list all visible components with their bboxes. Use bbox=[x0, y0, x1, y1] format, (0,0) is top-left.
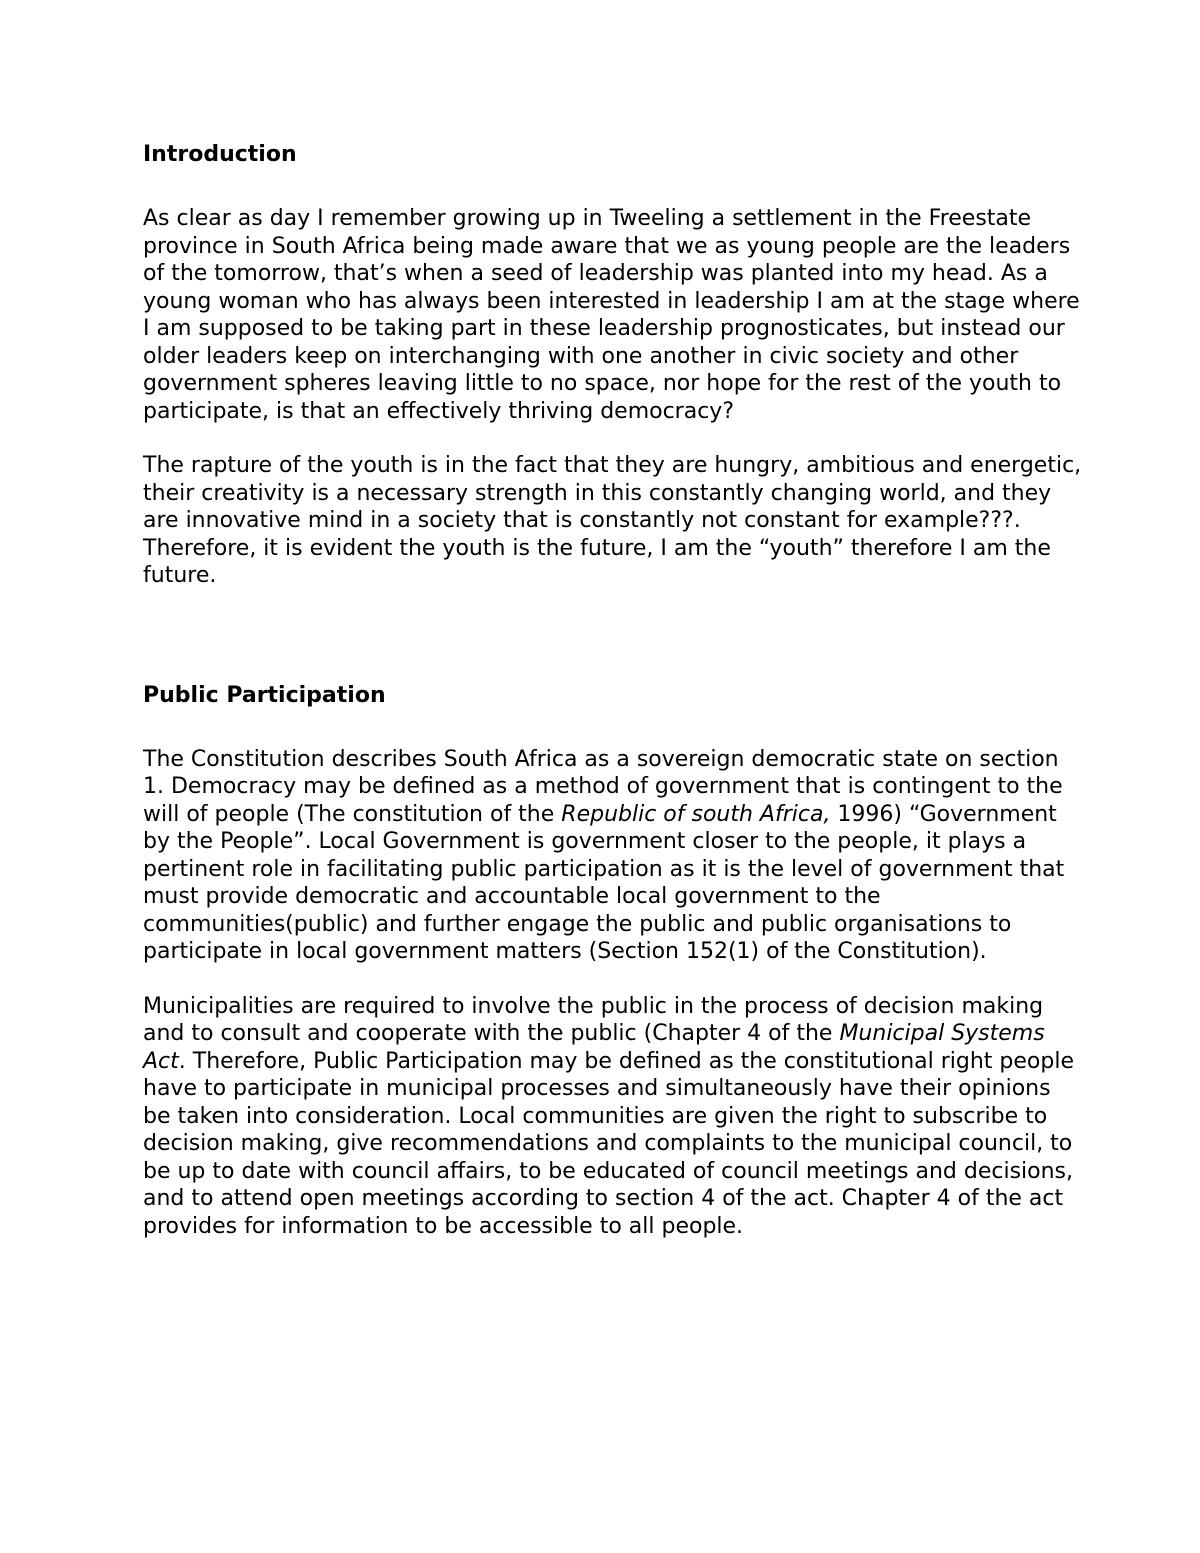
paragraph-text-segment: 1996) “Government by the People”. Local Government is government closer to the people, it plays a pertinent role in facilitating public participation as it is the level of government that must provide democratic and accountable local government to the communities(public) and further engage the public and public organisations to participate in local government matters (Section 152(1) of the Constitution). bbox=[143, 801, 1065, 964]
heading-introduction: Introduction bbox=[143, 142, 297, 167]
paragraph-text-segment: Municipalities are required to involve the public in the process of decision making and to consult and cooperate with the public (Chapter 4 of the bbox=[143, 993, 1044, 1046]
paragraph-introduction-1: As clear as day I remember growing up in Tweeling a settlement in the Freestate province in South Africa being made aware that we as young people are the leaders of the tomorrow, that’s when a seed of leadership was planted into my head. As a young woman who has always been interested in leadership I am at the stage where I am supposed to be taking part in these leadership prognosticates, but instead our older leaders keep on interchanging with one another in civic society and other government spheres leaving little to no space, nor hope for the rest of the youth to participate, is that an effectively thriving democracy? bbox=[143, 206, 1080, 424]
citation-italic: Republic of south Africa, bbox=[561, 801, 831, 827]
paragraph-introduction-2: The rapture of the youth is in the fact that they are hungry, ambitious and energetic, their creativity is a necessary strength in this constantly changing world, and they are innovative mind in a society that is constantly not constant for example???. Therefore, it is evident the youth is the future, I am the “youth” therefore I am the future. bbox=[143, 453, 1082, 588]
paragraph-text-segment: . Therefore, Public Participation may be defined as the constitutional right people have to participate in municipal processes and simultaneously have their opinions be taken into consideration. Local communities are given the right to subscribe to decision making, give recommendations and complaints to the municipal council, to be up to date with council affairs, to be educated of council meetings and decisions, and to attend open meetings according to section 4 of the act. Chapter 4 of the act provides for information to be accessible to all people. bbox=[143, 1048, 1075, 1239]
paragraph-public-participation-2 bbox=[143, 993, 1083, 1241]
paragraph-public-participation-1 bbox=[143, 746, 1083, 966]
document-body bbox=[143, 141, 1083, 1240]
citation-italic: Municipal Systems Act bbox=[143, 1021, 1045, 1074]
paragraph-text-segment: The Constitution describes South Africa as a sovereign democratic state on section 1. Democracy may be defined as a method of government that is contingent to the will of people (The constitution of the bbox=[143, 746, 1063, 827]
heading-public-participation: Public Participation bbox=[143, 682, 386, 708]
